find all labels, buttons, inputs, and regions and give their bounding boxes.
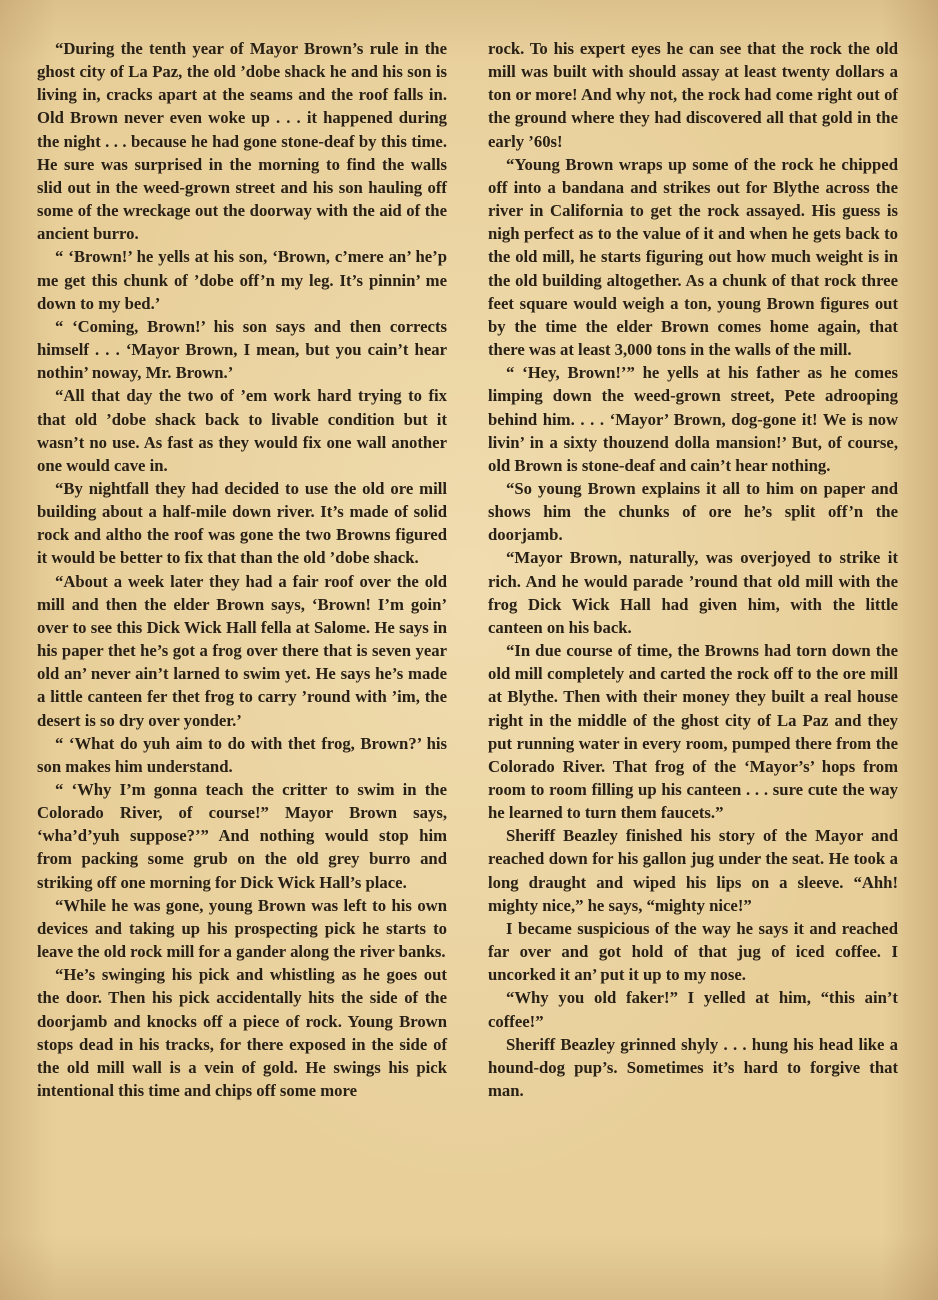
paragraph: “Young Brown wraps up some of the rock he chipped off into a bandana and strikes out for Blythe across the river in California to get the rock assayed. His guess is nigh perfect as to the value of it and when he gets back to the old mill, he starts figuring out how much weight is in the old building altogether. As a chunk of that rock three feet square would weigh a ton, young Brown figures out by the time the elder Brown comes home again, that there was at least 3,000 tons in the walls of the mill.: [488, 154, 898, 360]
paragraph: “All that day the two of ’em work hard trying to fix that old ’dobe shack back to livable condition but it wasn’t no use. As fast as they would fix one wall another one would cave in.: [37, 386, 447, 475]
paragraph: “He’s swinging his pick and whistling as he goes out the door. Then his pick accidentally hits the side of the doorjamb and knocks off a piece of rock. Young Brown stops dead in his tracks, for there exposed in the side of the old mill wall is a vein of gold. He swings his pick intentional this time and chips off some more: [37, 965, 447, 1101]
paragraph: “ ‘Coming, Brown!’ his son says and then corrects himself . . . ‘Mayor Brown, I mean, but you cain’t hear nothin’ noway, Mr. Brown.’: [37, 316, 447, 383]
paragraph: “ ‘What do yuh aim to do with thet frog, Brown?’ his son makes him understand.: [37, 733, 447, 776]
paragraph: “So young Brown explains it all to him on paper and shows him the chunks of ore he’s split off’n the doorjamb.: [488, 478, 898, 545]
paragraph: “Why you old faker!” I yelled at him, “this ain’t coffee!”: [488, 988, 898, 1031]
paragraph-continued: rock. To his expert eyes he can see that the rock the old mill was built with should assay at least twenty dollars a ton or more! And why not, the rock had come right out of the ground where they had discovered all that gold in the early ’60s!: [488, 39, 898, 151]
paragraph: Sheriff Beazley finished his story of the Mayor and reached down for his gallon jug under the seat. He took a long draught and wiped his lips on a sleeve. “Ahh! mighty nice,” he says, “mighty nice!”: [488, 826, 898, 915]
paragraph: “Mayor Brown, naturally, was overjoyed to strike it rich. And he would parade ’round that old mill with the frog Dick Wick Hall had given him, with the little canteen on his back.: [488, 548, 898, 637]
paragraph: I became suspicious of the way he says it and reached far over and got hold of that jug of iced coffee. I uncorked it an’ put it up to my nose.: [488, 918, 898, 985]
right-column: [488, 37, 898, 1102]
paragraph: “In due course of time, the Browns had torn down the old mill completely and carted the rock off to the ore mill at Blythe. Then with their money they built a real house right in the middle of the ghost city of La Paz and they put running water in every room, pumped there from the Colorado River. That frog of the ‘Mayor’s’ hops from room to room filling up his canteen . . . sure cute the way he learned to turn them faucets.”: [488, 641, 898, 823]
paragraph: “By nightfall they had decided to use the old ore mill building about a half-mile down river. It’s made of solid rock and altho the roof was gone the two Browns figured it would be better to fix that than the old ’dobe shack.: [37, 478, 447, 568]
paragraph: “During the tenth year of Mayor Brown’s rule in the ghost city of La Paz, the old ’dobe shack he and his son is living in, cracks apart at the seams and the roof falls in. Old Brown never even woke up . . . it happened during the night . . . because he had gone stone-deaf by this time. He sure was surprised in the morning to find the walls slid out in the weed-grown street and his son hauling off some of the wreckage out the doorway with the aid of the ancient burro.: [37, 39, 447, 244]
paragraph: Sheriff Beazley grinned shyly . . . hung his head like a hound-dog pup’s. Sometimes it’s hard to forgive that man.: [488, 1034, 898, 1101]
paragraph: “ ‘Brown!’ he yells at his son, ‘Brown, c’mere an’ he’p me get this chunk of ’dobe off’n my leg. It’s pinnin’ me down to my bed.’: [37, 247, 447, 313]
paragraph: “ ‘Hey, Brown!’” he yells at his father as he comes limping down the weed-grown street, Pete adrooping behind him. . . . ‘Mayor’ Brown, dog-gone it! We is now livin’ in a sixty thouzend dolla mansion!’ But, of course, old Brown is stone-deaf and cain’t hear nothing.: [488, 363, 898, 475]
paragraph: “ ‘Why I’m gonna teach the critter to swim in the Colorado River, of course!” Mayor Brown says, ‘wha’d’yuh suppose?’” And nothing would stop him from packing some grub on the old grey burro and striking off one morning for Dick Wick Hall’s place.: [37, 780, 447, 892]
paragraph: “About a week later they had a fair roof over the old mill and then the elder Brown says, ‘Brown! I’m goin’ over to see this Dick Wick Hall fella at Salome. He says in his paper thet he’s got a frog over there that is seven year old an’ never ain’t larned to swim yet. He says he’s made a little canteen fer thet frog to carry ’round with ’im, the desert is so dry over yonder.’: [37, 571, 447, 730]
left-column: [37, 37, 447, 1102]
paragraph: “While he was gone, young Brown was left to his own devices and taking up his prospecting pick he starts to leave the old rock mill for a gander along the river banks.: [37, 895, 447, 962]
